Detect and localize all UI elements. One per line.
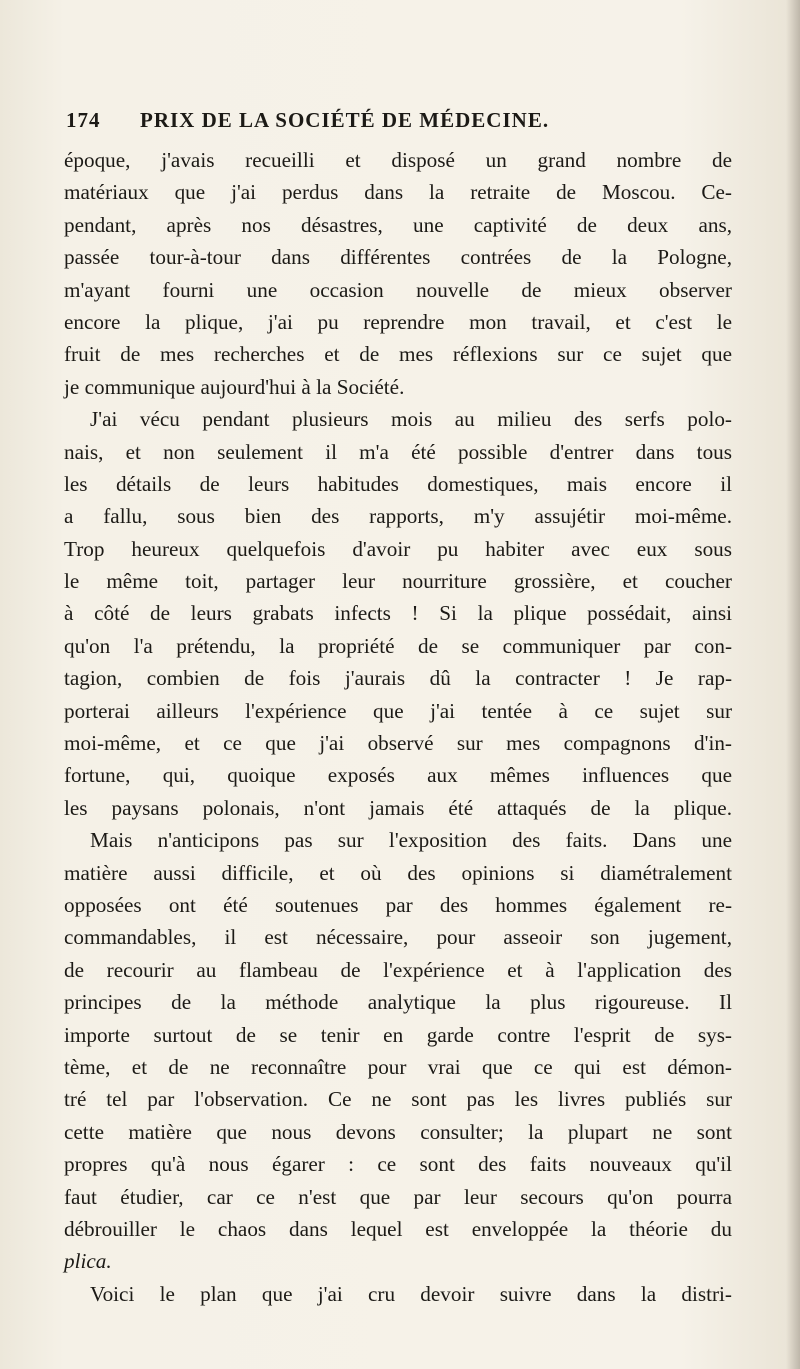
text-line: matériaux que j'ai perdus dans la retraite de Moscou. Ce- [64, 180, 732, 205]
text-line: fortune, qui, quoique exposés aux mêmes influences que [64, 763, 732, 788]
text-line: je communique aujourd'hui à la Société. [64, 374, 405, 399]
text-line: tagion, combien de fois j'aurais dû la contracter ! Je rap- [64, 666, 732, 691]
page-edge-shadow [786, 0, 800, 1369]
text-line: cette matière que nous devons consulter; la plupart ne sont [64, 1119, 732, 1144]
text-line: qu'on l'a prétendu, la propriété de se communiquer par con- [64, 633, 732, 658]
text-line: débrouiller le chaos dans lequel est enveloppée la théorie du [64, 1216, 732, 1241]
text-line: Voici le plan que j'ai cru devoir suivre dans la distri- [90, 1281, 732, 1306]
text-line: à côté de leurs grabats infects ! Si la plique possédait, ainsi [64, 601, 732, 626]
text-line: nais, et non seulement il m'a été possible d'entrer dans tous [64, 439, 732, 464]
text-line: plica. [64, 1249, 112, 1274]
text-line: Mais n'anticipons pas sur l'exposition des faits. Dans une [90, 828, 732, 853]
text-line: commandables, il est nécessaire, pour asseoir son jugement, [64, 925, 732, 950]
text-line: les paysans polonais, n'ont jamais été attaqués de la plique. [64, 795, 732, 820]
text-line: encore la plique, j'ai pu reprendre mon travail, et c'est le [64, 309, 732, 334]
text-line: importe surtout de se tenir en garde contre l'esprit de sys- [64, 1022, 732, 1047]
page-number: 174 [66, 108, 101, 132]
text-line: a fallu, sous bien des rapports, m'y assujétir moi-même. [64, 504, 732, 529]
text-line: Trop heureux quelquefois d'avoir pu habiter avec eux sous [64, 536, 732, 561]
text-line: fruit de mes recherches et de mes réflexions sur ce sujet que [64, 342, 732, 367]
text-line: de recourir au flambeau de l'expérience et à l'application des [64, 957, 732, 982]
page-header [66, 108, 726, 138]
text-line: opposées ont été soutenues par des hommes également re- [64, 892, 732, 917]
text-line: tré tel par l'observation. Ce ne sont pas les livres publiés sur [64, 1087, 732, 1112]
running-title: PRIX DE LA SOCIÉTÉ DE MÉDECINE. [140, 108, 550, 132]
text-line: porterai ailleurs l'expérience que j'ai tentée à ce sujet sur [64, 698, 732, 723]
text-line: le même toit, partager leur nourriture grossière, et coucher [64, 569, 732, 594]
text-line: matière aussi difficile, et où des opinions si diamétralement [64, 860, 732, 885]
text-line: m'ayant fourni une occasion nouvelle de mieux observer [64, 277, 732, 302]
text-line: les détails de leurs habitudes domestiques, mais encore il [64, 471, 732, 496]
text-line: J'ai vécu pendant plusieurs mois au milieu des serfs polo- [90, 407, 732, 432]
text-line: faut étudier, car ce n'est que par leur secours qu'on pourra [64, 1184, 732, 1209]
body-text [64, 144, 732, 1310]
text-line: propres qu'à nous égarer : ce sont des faits nouveaux qu'il [64, 1152, 732, 1177]
text-line: principes de la méthode analytique la plus rigoureuse. Il [64, 990, 732, 1015]
text-line: tème, et de ne reconnaître pour vrai que ce qui est démon- [64, 1054, 732, 1079]
text-line: pendant, après nos désastres, une captivité de deux ans, [64, 212, 732, 237]
text-line: époque, j'avais recueilli et disposé un grand nombre de [64, 148, 732, 172]
text-line: moi-même, et ce que j'ai observé sur mes compagnons d'in- [64, 731, 732, 756]
text-line: passée tour-à-tour dans différentes contrées de la Pologne, [64, 245, 732, 270]
